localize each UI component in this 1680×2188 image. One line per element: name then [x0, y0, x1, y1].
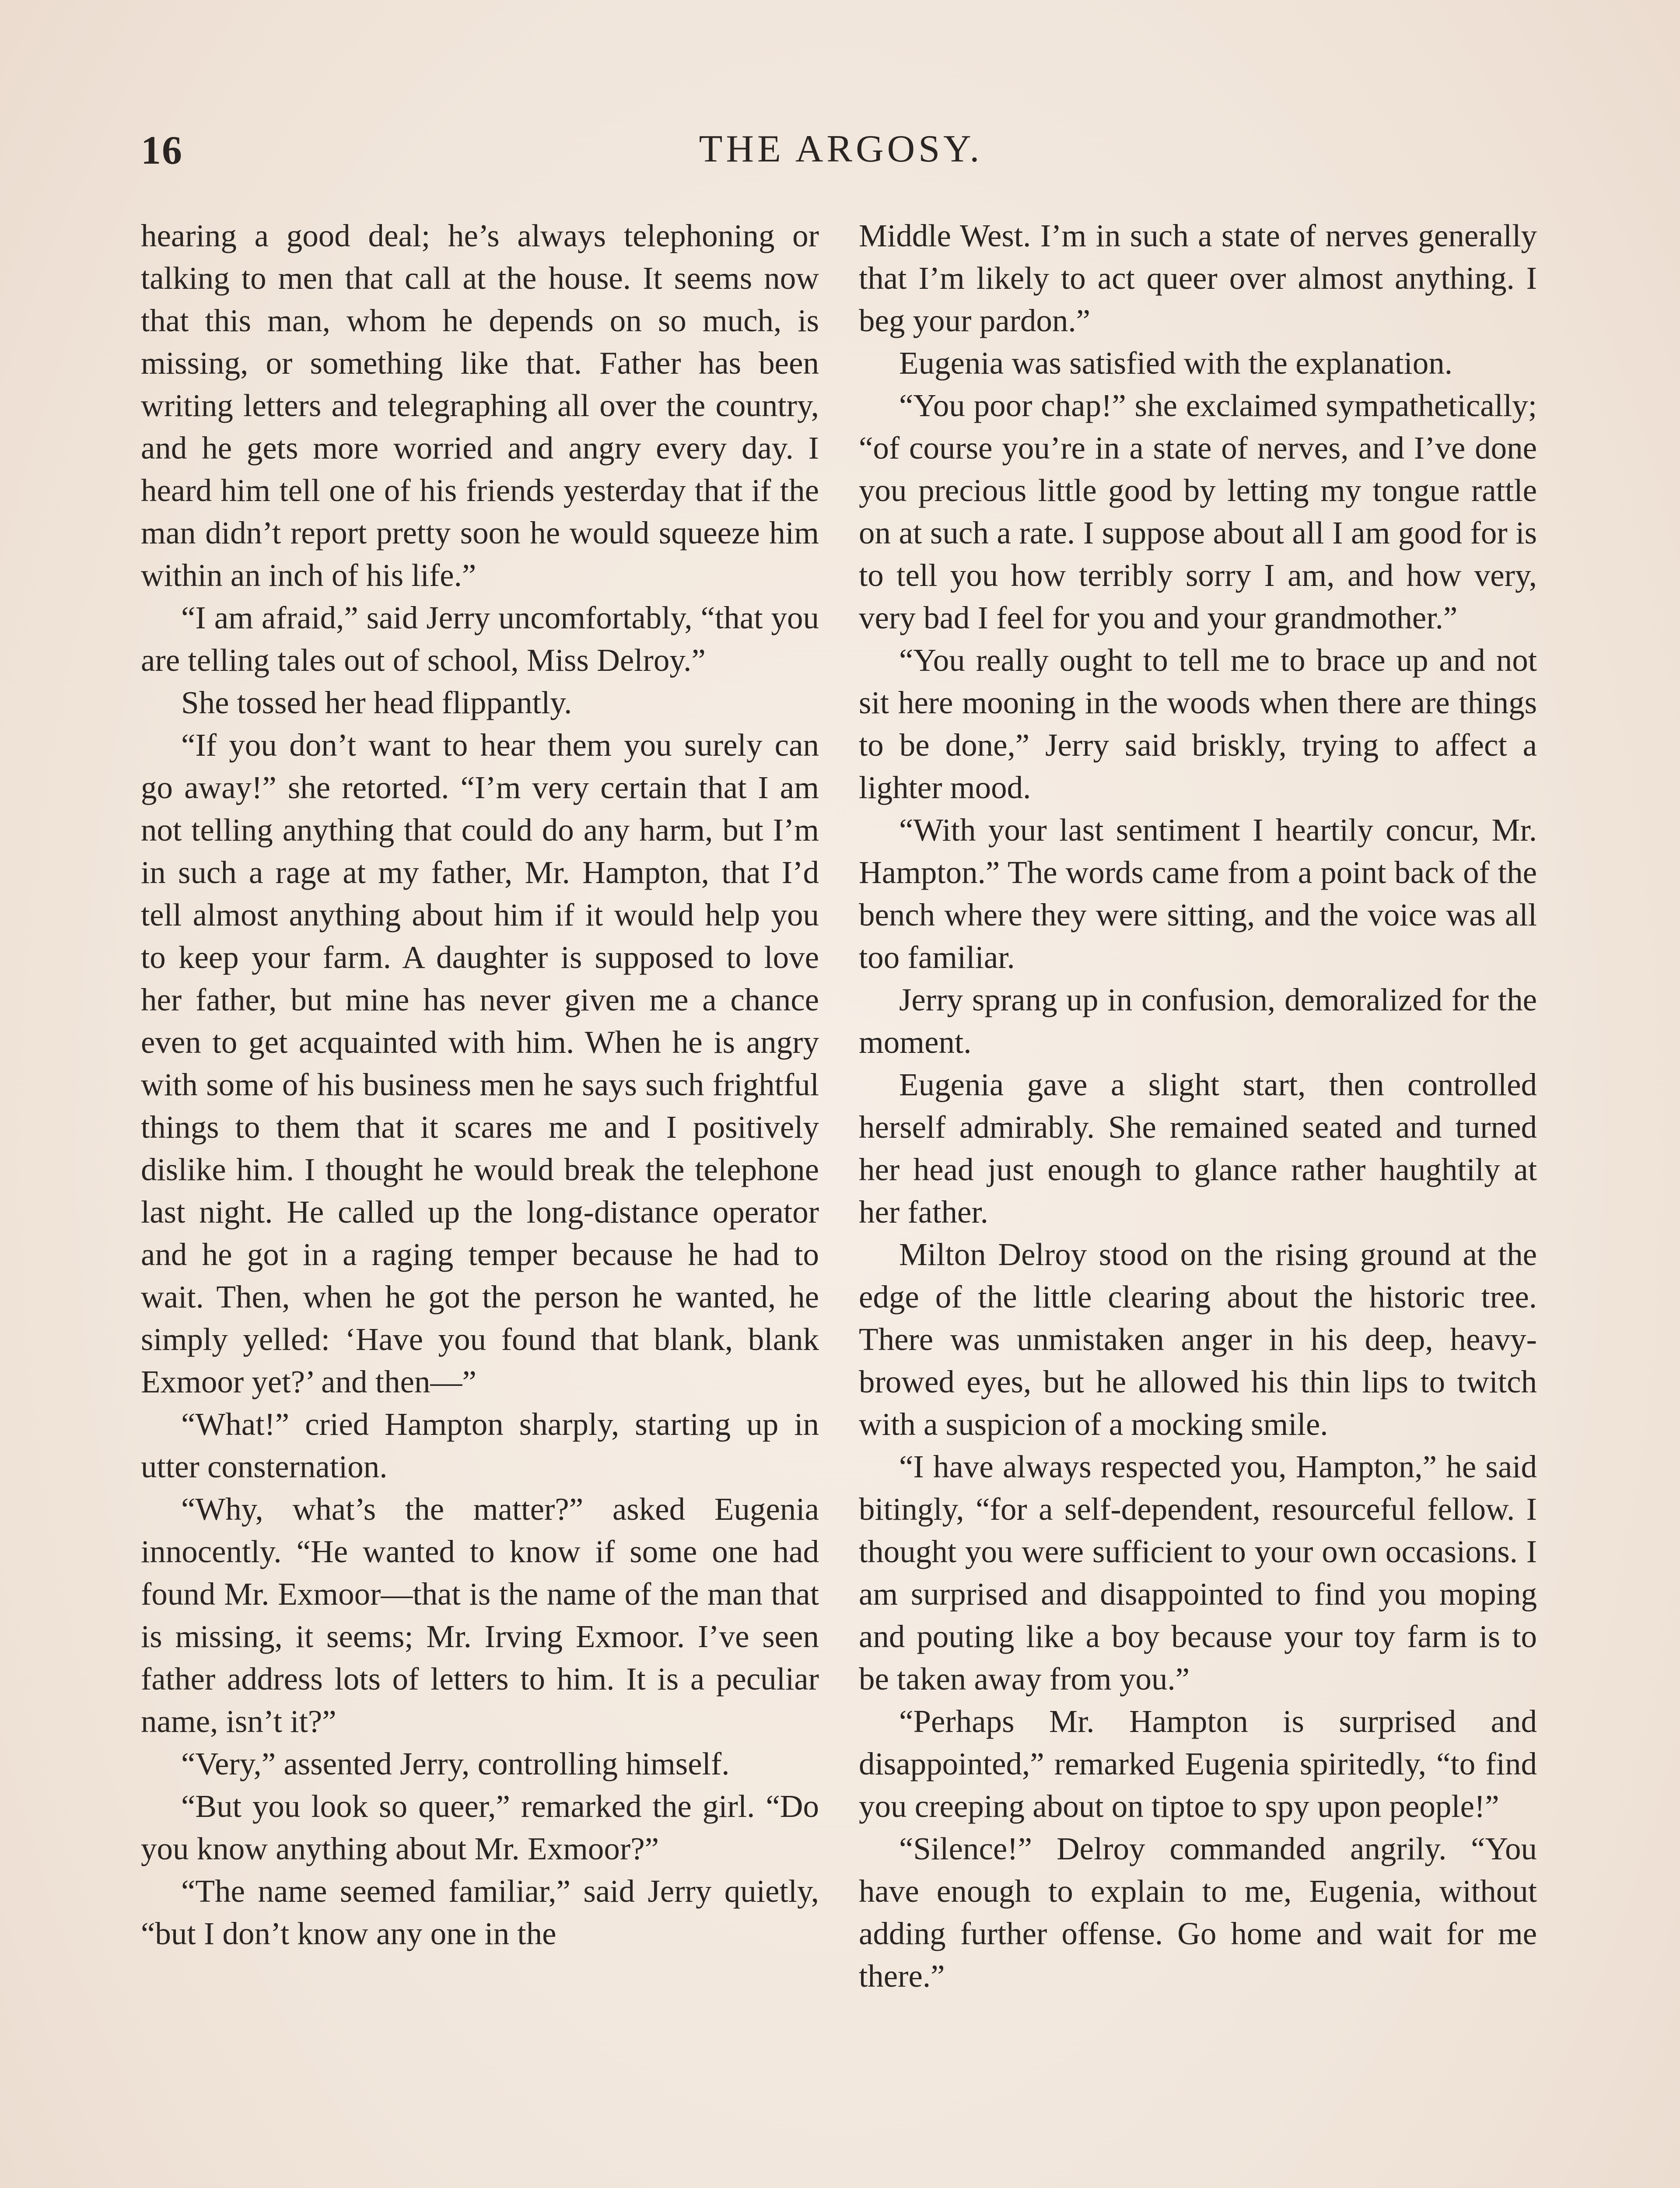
paragraph: “The name seemed familiar,” said Jerry quietly, “but I don’t know any one in the — [141, 1873, 819, 1951]
paragraph: Jerry sprang up in confusion, demoralized for the moment. — [859, 982, 1537, 1060]
paragraph: She tossed her head flippantly. — [181, 685, 572, 720]
running-title: THE ARGOSY. — [699, 128, 983, 170]
paragraph: Eugenia was satisfied with the explanation. — [899, 345, 1452, 381]
paragraph: “Why, what’s the matter?” asked Eugenia innocently. “He wanted to know if some one had found Mr. Exmoor—that is the name of the man that is missing, it seems; Mr. Irving Exmoor. I’ve seen father address lots of letters to him. It is a peculiar name, isn’t it?” — [141, 1491, 819, 1739]
paragraph: “But you look so queer,” remarked the girl. “Do you know anything about Mr. Exmoor?” — [141, 1788, 819, 1866]
right-text-column — [859, 214, 1537, 1997]
paragraph: Milton Delroy stood on the rising ground at the edge of the little clearing about the historic tree. There was unmistaken anger in his deep, heavy-browed eyes, but he allowed his thin lips to twitch with a suspicion of a mocking smile. — [859, 1237, 1537, 1442]
paragraph: Eugenia gave a slight start, then controlled herself admirably. She remained seated and turned her head just enough to glance rather haughtily at her father. — [859, 1067, 1537, 1230]
paragraph: “What!” cried Hampton sharply, starting up in utter consternation. — [141, 1406, 819, 1484]
page-number: 16 — [141, 128, 183, 172]
paragraph: “With your last sentiment I heartily concur, Mr. Hampton.” The words came from a point back of the bench where they were sitting, and the voice was all too familiar. — [859, 812, 1537, 975]
paragraph: “Very,” assented Jerry, controlling himself. — [181, 1746, 730, 1781]
paragraph: “Silence!” Delroy commanded angrily. “You have enough to explain to me, Eugenia, without adding further offense. Go home and wait for me there.” — [859, 1831, 1537, 1994]
paragraph: hearing a good deal; he’s always telephoning or talking to men that call at the house. It seems now that this man, whom he depends on so much, is missing, or something like that. Father has been writing letters and telegraphing all over the country, and he gets more worried and angry every day. I heard him tell one of his friends yesterday that if the man didn’t report pretty soon he would squeeze him within an inch of his life.” — [141, 218, 819, 593]
paragraph: “Perhaps Mr. Hampton is surprised and disappointed,” remarked Eugenia spiritedly, “to find you creeping about on tiptoe to spy upon people!” — [859, 1704, 1537, 1824]
page-header — [141, 127, 1541, 188]
paragraph: “If you don’t want to hear them you surely can go away!” she retorted. “I’m very certain that I am not telling anything that could do any harm, but I’m in such a rage at my father, Mr. Hampton, that I’d tell almost anything about him if it would help you to keep your farm. A daughter is supposed to love her father, but mine has never given me a chance even to get acquainted with him. When he is angry with some of his business men he says such frightful things to them that it scares me and I positively dislike him. I thought he would break the telephone last night. He called up the long-distance operator and he got in a raging temper because he had to wait. Then, when he got the person he wanted, he simply yelled: ‘Have you found that blank, blank Exmoor yet?’ and then—” — [141, 727, 819, 1399]
paragraph: “You really ought to tell me to brace up and not sit here mooning in the woods when there are things to be done,” Jerry said briskly, trying to affect a lighter mood. — [859, 642, 1537, 805]
paragraph: Middle West. I’m in such a state of nerves generally that I’m likely to act queer over almost anything. I beg your pardon.” — [859, 218, 1537, 338]
paragraph: “You poor chap!” she exclaimed sympathetically; “of course you’re in a state of nerves, and I’ve done you precious little good by letting my tongue rattle on at such a rate. I suppose about all I am good for is to tell you how terribly sorry I am, and how very, very bad I feel for you and your grandmother.” — [859, 388, 1537, 635]
paragraph: “I have always respected you, Hampton,” he said bitingly, “for a self-dependent, resourceful fellow. I thought you were sufficient to your own occasions. I am surprised and disappointed to find you moping and pouting like a boy because your toy farm is to be taken away from you.” — [859, 1449, 1537, 1697]
paragraph: “I am afraid,” said Jerry uncomfortably, “that you are telling tales out of school, Miss Delroy.” — [141, 600, 819, 678]
left-text-column — [141, 214, 819, 1955]
